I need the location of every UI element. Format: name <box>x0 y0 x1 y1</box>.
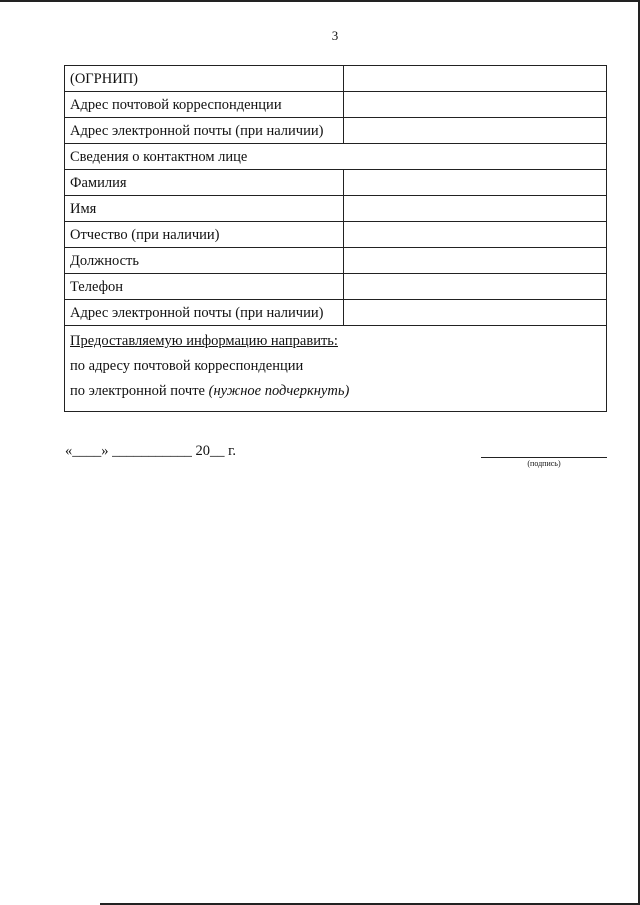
delivery-option-email-label: по электронной почте <box>70 383 205 399</box>
table-row <box>65 66 607 92</box>
field-label-first-name: Имя <box>65 196 344 222</box>
field-label-ogrnip: (ОГРНИП) <box>65 66 344 92</box>
delivery-option-note: (нужное подчеркнуть) <box>208 383 350 399</box>
delivery-option-email[interactable] <box>70 382 601 407</box>
date-field[interactable]: «____» ___________ 20__ г. <box>65 443 237 459</box>
field-value-phone[interactable] <box>343 274 606 300</box>
scan-edge-top <box>0 0 640 2</box>
field-value-first-name[interactable] <box>343 196 606 222</box>
delivery-option-post[interactable]: по адресу почтовой корреспонденции <box>70 358 304 374</box>
form-table <box>64 65 607 412</box>
table-row <box>65 222 607 248</box>
section-header-contact-person: Сведения о контактном лице <box>65 144 607 170</box>
delivery-method-cell <box>65 326 607 412</box>
table-row <box>65 144 607 170</box>
table-row <box>65 92 607 118</box>
field-label-email: Адрес электронной почты (при наличии) <box>65 118 344 144</box>
signature-caption: (подпись) <box>527 459 561 468</box>
table-row <box>65 248 607 274</box>
field-value-email[interactable] <box>343 118 606 144</box>
field-label-postal-address: Адрес почтовой корреспонденции <box>65 92 344 118</box>
field-label-phone: Телефон <box>65 274 344 300</box>
table-row <box>65 170 607 196</box>
signature-line[interactable] <box>481 457 607 458</box>
field-value-position[interactable] <box>343 248 606 274</box>
table-row <box>65 274 607 300</box>
field-value-postal-address[interactable] <box>343 92 606 118</box>
field-value-contact-email[interactable] <box>343 300 606 326</box>
table-row <box>65 118 607 144</box>
table-row <box>65 196 607 222</box>
field-value-patronymic[interactable] <box>343 222 606 248</box>
field-label-position: Должность <box>65 248 344 274</box>
delivery-heading: Предоставляемую информацию направить: <box>70 333 338 349</box>
field-value-ogrnip[interactable] <box>343 66 606 92</box>
field-label-surname: Фамилия <box>65 170 344 196</box>
field-value-surname[interactable] <box>343 170 606 196</box>
table-row <box>65 326 607 412</box>
field-label-patronymic: Отчество (при наличии) <box>65 222 344 248</box>
field-label-contact-email: Адрес электронной почты (при наличии) <box>65 300 344 326</box>
table-row <box>65 300 607 326</box>
page-number: 3 <box>331 28 339 43</box>
